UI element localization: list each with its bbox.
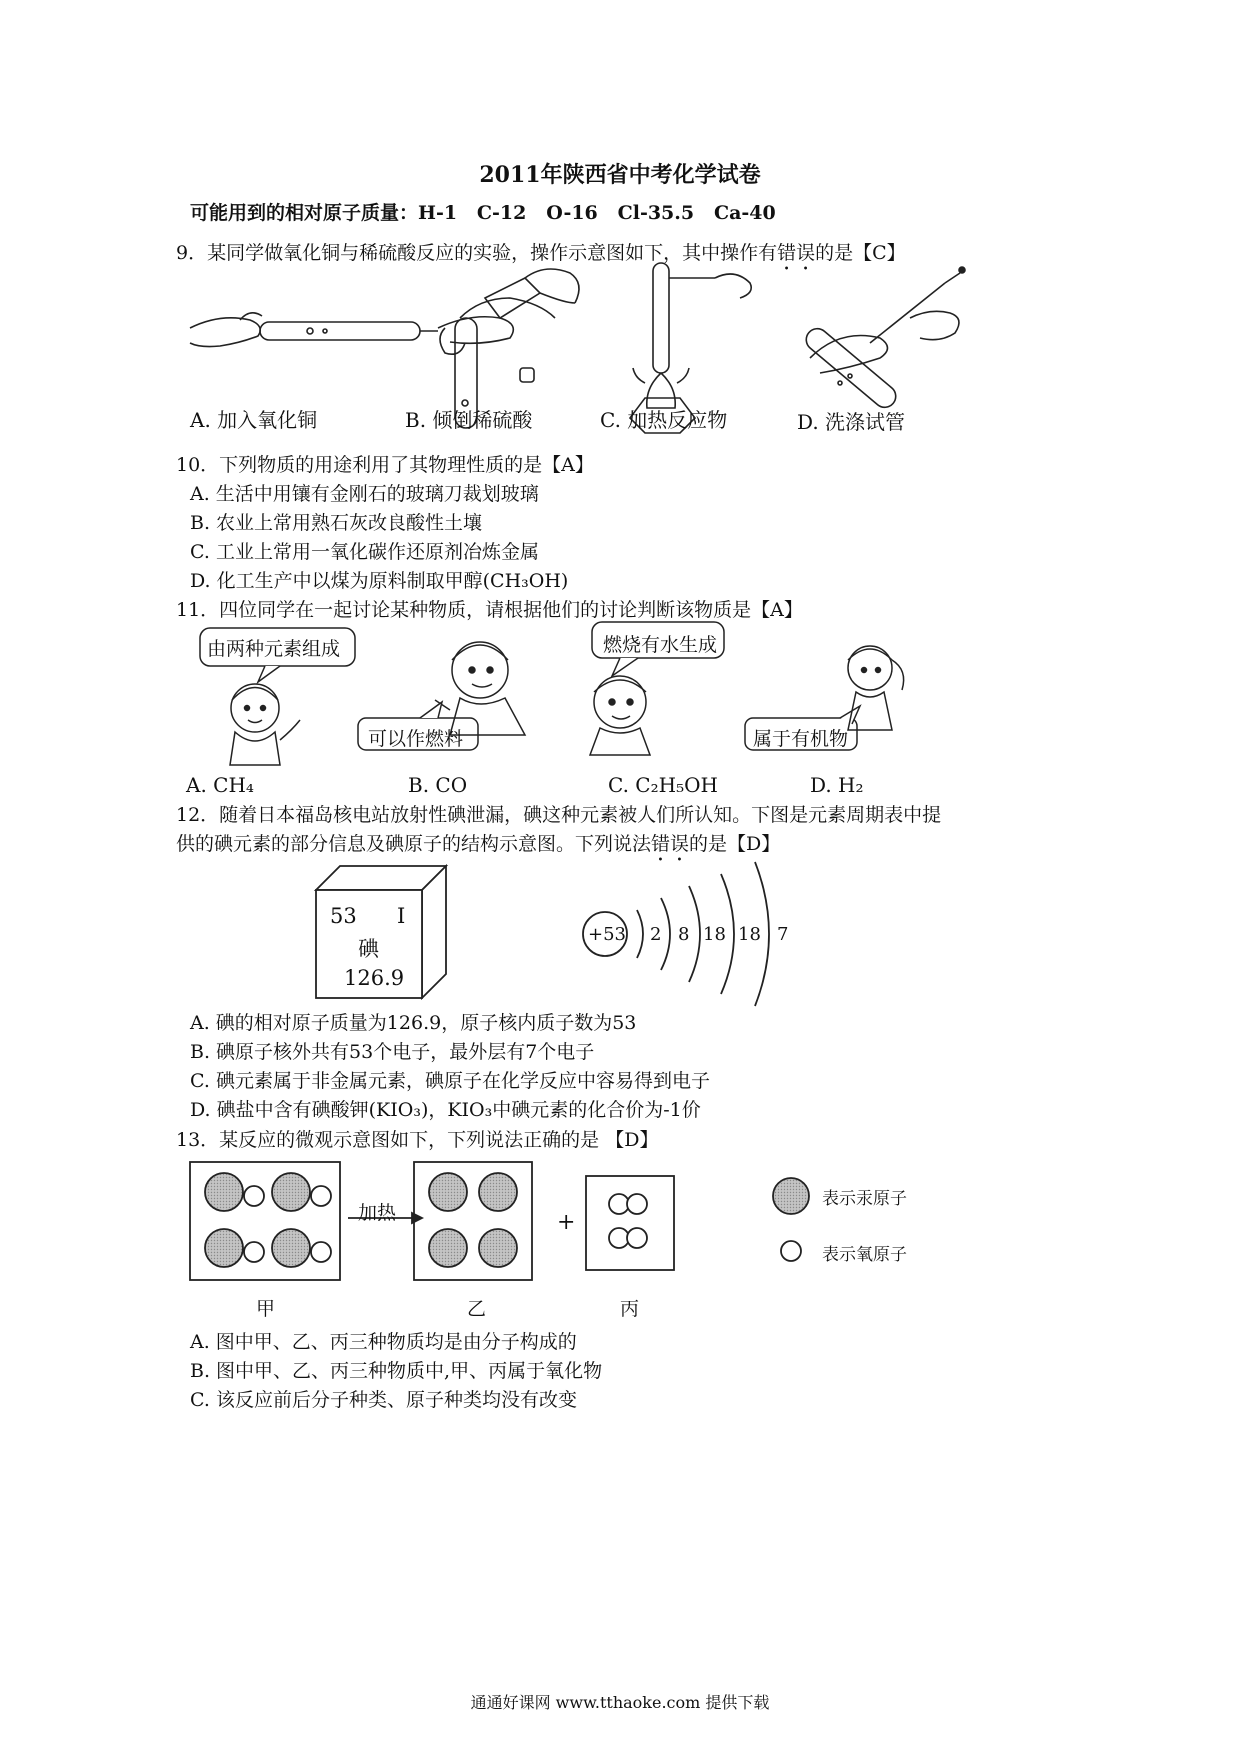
q12-stem-text: 供的碘元素的部分信息及碘原子的结构示意图。下列说法 [176, 833, 652, 855]
shell-count-3: 18 [703, 924, 726, 945]
student-boy-2 [590, 676, 650, 755]
shell-count-5: 7 [777, 924, 789, 945]
nucleus-charge: +53 [588, 924, 626, 945]
shell-2 [661, 898, 670, 970]
q9-stem-text: 9．某同学做氧化铜与稀硫酸反应的实验，操作示意图如下，其中操作有 [176, 242, 778, 264]
q11-option-a: A. CH₄ [186, 773, 254, 797]
q9-figure-a [190, 298, 555, 347]
bubble-text-2: 可以作燃料 [368, 728, 464, 750]
q13-option-b: B. 图中甲、乙、丙三种物质中,甲、丙属于氧化物 [190, 1360, 603, 1382]
q12-option-d: D. 碘盐中含有碘酸钾(KIO₃)，KIO₃中碘元素的化合价为-1价 [190, 1099, 701, 1121]
legend-mercury: 表示汞原子 [822, 1189, 907, 1209]
q12-stem-emphasis: 错误 [651, 833, 690, 855]
box-bing [586, 1176, 674, 1270]
q12-option-b: B. 碘原子核外共有53个电子，最外层有7个电子 [190, 1041, 595, 1063]
label-yi: 乙 [467, 1298, 487, 1320]
student-boy-1 [435, 642, 525, 735]
student-girl-2 [848, 646, 904, 730]
atomic-masses: 可能用到的相对原子质量：H-1 C-12 O-16 Cl-35.5 Ca-40 [190, 202, 776, 224]
q11-option-d: D. H₂ [810, 773, 864, 797]
q9-stem-emphasis: 错误 [777, 242, 816, 264]
q10-option-c: C. 工业上常用一氧化碳作还原剂冶炼金属 [190, 541, 539, 563]
arrow-label: 加热 [358, 1202, 397, 1224]
q9-caption-a: A. 加入氧化铜 [190, 408, 318, 432]
q11-stem: 11．四位同学在一起讨论某种物质，请根据他们的讨论判断该物质是【A】 [176, 599, 803, 621]
q9-figure-d [802, 267, 965, 412]
q10-stem: 10．下列物质的用途利用了其物理性质的是【A】 [176, 454, 594, 476]
q9-caption-d: D. 洗涤试管 [797, 410, 906, 434]
bubble-text-3: 燃烧有水生成 [603, 634, 718, 656]
q13-stem: 13．某反应的微观示意图如下，下列说法正确的是 【D】 [176, 1129, 659, 1151]
q12-option-c: C. 碘元素属于非金属元素，碘原子在化学反应中容易得到电子 [190, 1070, 710, 1092]
atoms-yi [429, 1173, 517, 1267]
q9-caption-b: B. 倾倒稀硫酸 [405, 408, 533, 432]
footer-source: 通通好课网 www.tthaoke.com 提供下载 [470, 1693, 770, 1712]
q11-option-c: C. C₂H₅OH [608, 773, 718, 797]
q9-stem-answer: 的是【C】 [815, 242, 906, 264]
cell-name: 碘 [358, 937, 379, 961]
student-girl-1 [230, 684, 300, 765]
plus-sign: + [557, 1210, 576, 1235]
legend-oxygen: 表示氧原子 [822, 1245, 907, 1265]
cell-symbol: I [397, 904, 406, 928]
q13-option-c: C. 该反应前后分子种类、原子种类均没有改变 [190, 1389, 577, 1411]
cell-atomic-mass: 126.9 [344, 966, 405, 990]
cell-atomic-number: 53 [330, 904, 357, 928]
shell-count-4: 18 [738, 924, 761, 945]
q13-option-a: A. 图中甲、乙、丙三种物质均是由分子构成的 [190, 1331, 577, 1353]
q9-caption-c: C. 加热反应物 [600, 408, 728, 432]
page-title: 2011年陕西省中考化学试卷 [479, 162, 761, 188]
bubble-text-4: 属于有机物 [753, 728, 849, 750]
shell-count-1: 2 [650, 924, 662, 945]
q11-option-b: B. CO [408, 773, 468, 797]
q12-stem-line1: 12．随着日本福岛核电站放射性碘泄漏，碘这种元素被人们所认知。下图是元素周期表中提 [176, 804, 942, 826]
bubble-text-1: 由两种元素组成 [207, 638, 341, 660]
q12-option-a: A. 碘的相对原子质量为126.9，原子核内质子数为53 [190, 1012, 637, 1034]
q10-option-a: A. 生活中用镶有金刚石的玻璃刀裁划玻璃 [190, 483, 539, 505]
oxygen-atom-legend [781, 1241, 801, 1261]
label-bing: 丙 [620, 1298, 640, 1320]
shell-3 [689, 886, 700, 982]
box-yi [414, 1162, 532, 1280]
molecules-jia [205, 1173, 331, 1267]
q10-option-b: B. 农业上常用熟石灰改良酸性土壤 [190, 512, 483, 534]
mercury-atom-legend [773, 1178, 809, 1214]
shell-1 [637, 910, 643, 958]
shell-count-2: 8 [678, 924, 690, 945]
label-jia: 甲 [256, 1298, 276, 1320]
molecules-bing [609, 1194, 647, 1248]
q12-stem-answer: 的是【D】 [689, 833, 781, 855]
q10-option-d: D. 化工生产中以煤为原料制取甲醇(CH₃OH) [190, 570, 569, 592]
